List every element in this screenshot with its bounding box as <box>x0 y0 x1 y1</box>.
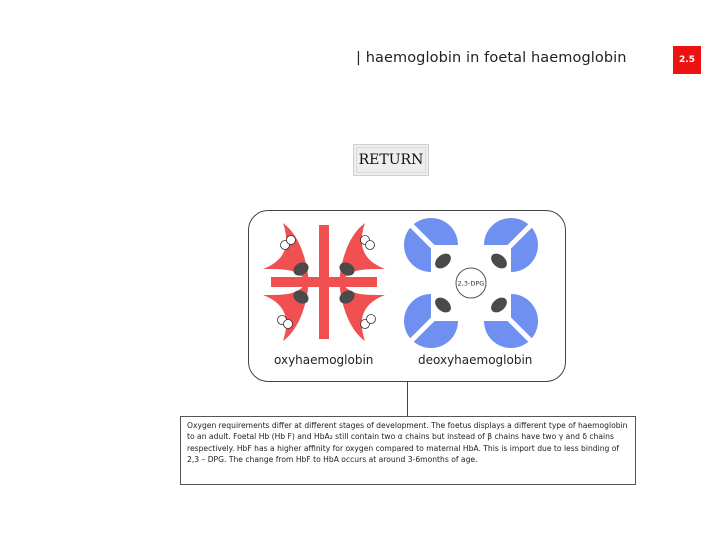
slide-title: | haemoglobin in foetal haemoglobin <box>356 50 627 66</box>
oxy-subunit-bottom-left <box>263 279 309 341</box>
description-text: Oxygen requirements differ at different stages of development. The foetus displays a different type of haemoglobin to an adult. Foetal Hb (Hb F) and HbA₂ still contain two α chains but instead of β chains have two γ and δ chains respectively. HbF has a higher affinity for oxygen compared to maternal HbA. This is import due to less binding of 2,3 – DPG. The change from HbF to HbA occurs at around 3-6months of age. <box>187 421 628 464</box>
deoxy-subunit-top-right <box>482 218 538 274</box>
oxyhaemoglobin-caption: oxyhaemoglobin <box>274 353 374 367</box>
connector-line <box>407 382 408 417</box>
deoxy-subunit-bottom-right <box>482 292 538 348</box>
description-box <box>180 416 636 485</box>
dpg-label: 2,3-DPG <box>457 279 485 288</box>
dpg-molecule <box>456 268 486 298</box>
oxy-subunit-bottom-right <box>339 279 385 341</box>
oxy-subunit-top-right <box>339 223 385 285</box>
deoxyhaemoglobin-caption: deoxyhaemoglobin <box>418 353 533 367</box>
oxy-central-crossbar <box>271 277 377 287</box>
oxygen-molecule <box>361 315 376 329</box>
return-button[interactable]: RETURN <box>353 144 429 176</box>
slide-number-badge: 2.5 <box>673 46 701 74</box>
deoxyhaemoglobin-molecule <box>404 218 538 348</box>
deoxy-subunit-top-left <box>404 218 460 274</box>
oxyhaemoglobin-molecule <box>263 223 385 341</box>
deoxy-subunit-bottom-left <box>404 292 460 348</box>
oxy-subunit-top-left <box>263 223 309 285</box>
oxygen-molecule <box>361 236 375 250</box>
